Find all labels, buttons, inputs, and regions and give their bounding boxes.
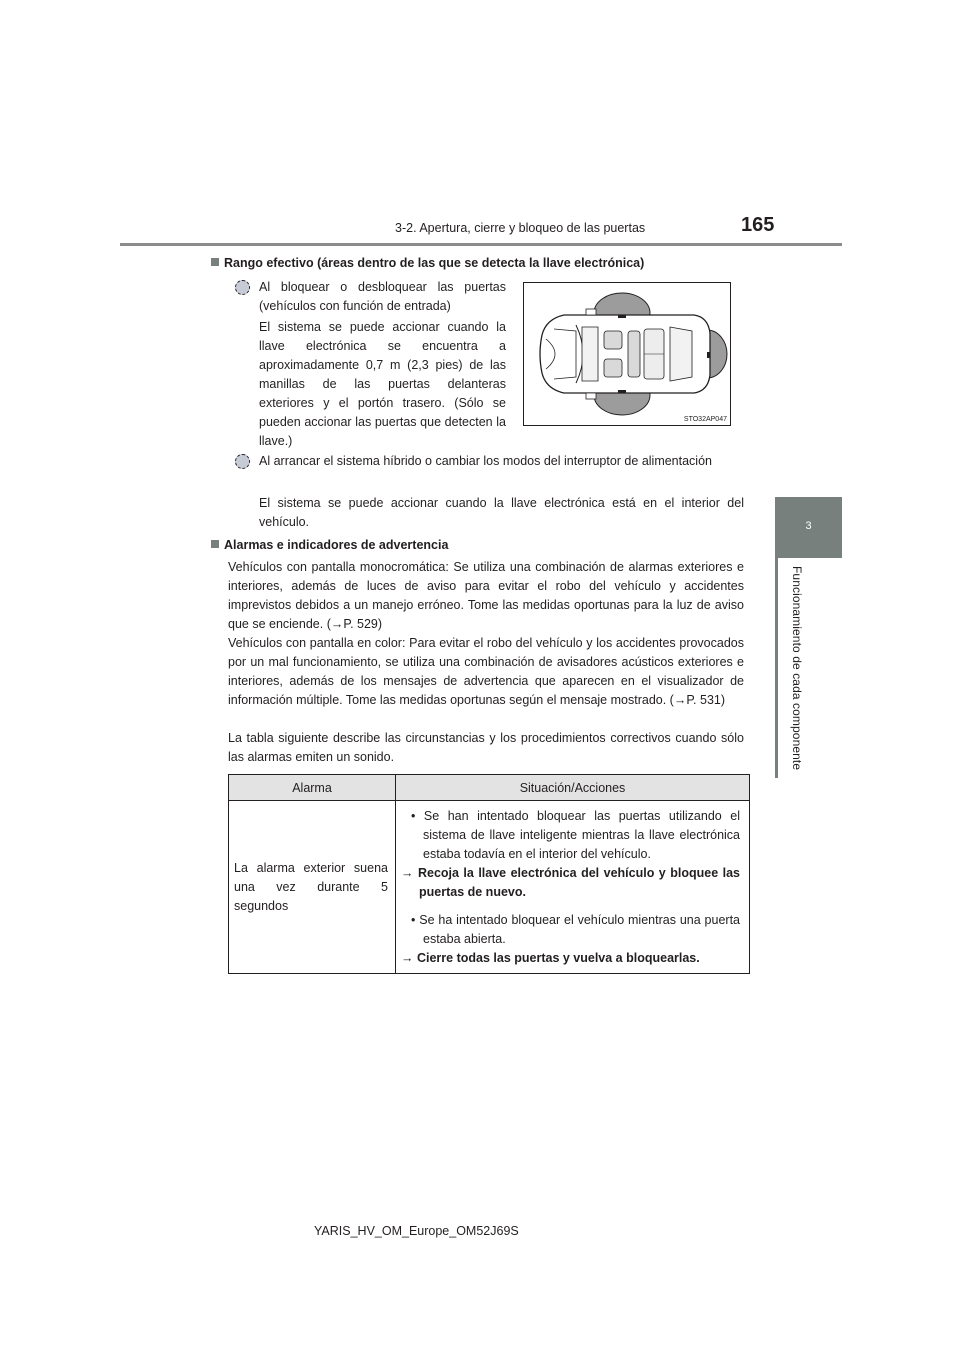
item1-text: El sistema se puede accionar cuando la llave electrónica se encuentra a aproximadamente 0,7 m (2,3 pies) de las manillas de las puertas delanteras exteriores y el portón trasero. (Sólo se pueden accionar las puertas que detecten la llave.)	[259, 320, 506, 448]
figure-code: STO32AP047	[683, 416, 727, 423]
column-header-alarm: Alarma	[229, 775, 396, 801]
alarm-cell	[229, 801, 396, 974]
item1-title: Al bloquear o desbloquear las puertas (vehículos con función de entrada)	[259, 280, 506, 313]
detection-range-figure	[523, 282, 731, 426]
alarms-heading	[211, 538, 448, 552]
chapter-tab	[775, 497, 842, 558]
alarms-paragraph-mono: Vehículos con pantalla monocromática: Se utiliza una combinación de alarmas exteriores e interiores, además de luces de aviso para evitar el robo del vehículo y accidentes imprevistos debidos a un manejo erróneo. Tome las medidas oportunas para la luz de aviso que se enciende. (→P. 529)	[228, 560, 744, 631]
square-bullet-icon	[211, 258, 219, 266]
alarms-paragraph-table-intro: La tabla siguiente describe las circunstancias y los procedimientos correctivos cuando sólo las alarmas emiten un sonido.	[228, 731, 744, 764]
chapter-title: Funcionamiento de cada componente	[790, 566, 804, 771]
alarm-description: La alarma exterior suena una vez durante 5 segundos	[234, 861, 388, 913]
effective-range-title: Rango efectivo (áreas dentro de las que se detecta la llave electrónica)	[224, 256, 645, 270]
effective-range-heading	[211, 256, 644, 270]
document-code: YARIS_HV_OM_Europe_OM52J69S	[314, 1224, 519, 1238]
table-header-row	[229, 775, 750, 801]
situation-2: • Se ha intentado bloquear el vehículo mientras una puerta estaba abierta.	[411, 913, 740, 946]
item2-title: Al arrancar el sistema híbrido o cambiar los modos del interruptor de alimentación	[259, 454, 712, 468]
car-top-view-illustration	[524, 283, 730, 425]
header-divider	[120, 243, 842, 246]
item2-text: El sistema se puede accionar cuando la llave electrónica está en el interior del vehículo.	[259, 496, 744, 529]
dashed-circle-icon	[235, 280, 250, 295]
chapter-number: 3	[805, 520, 812, 532]
dashed-circle-icon	[235, 454, 250, 469]
action-1: → Recoja la llave electrónica del vehículo y bloquee las puertas de nuevo.	[401, 866, 740, 899]
alarms-title: Alarmas e indicadores de advertencia	[224, 538, 449, 552]
square-bullet-icon	[211, 540, 219, 548]
table-row	[229, 801, 750, 974]
alarms-paragraph-color: Vehículos con pantalla en color: Para evitar el robo del vehículo y los accidentes provocados por un mal funcionamiento, se utiliza una combinación de avisadores acústicos exteriores e interiores, además de los mensajes de advertencia que aparecen en el visualizador de información múltiple. Tome las medidas oportunas según el mensaje mostrado. (→P. 531)	[228, 636, 744, 707]
situation-cell	[396, 801, 750, 974]
section-header: 3-2. Apertura, cierre y bloqueo de las puertas	[395, 221, 646, 235]
column-header-situation: Situación/Acciones	[396, 775, 750, 801]
action-2: → Cierre todas las puertas y vuelva a bloquearlas.	[401, 951, 700, 965]
situation-1: • Se han intentado bloquear las puertas utilizando el sistema de llave inteligente mientras la llave electrónica estaba todavía en el interior del vehículo.	[411, 809, 740, 861]
chapter-side-rule	[775, 558, 778, 778]
alarm-table	[228, 774, 750, 974]
page-number: 165	[741, 214, 775, 236]
